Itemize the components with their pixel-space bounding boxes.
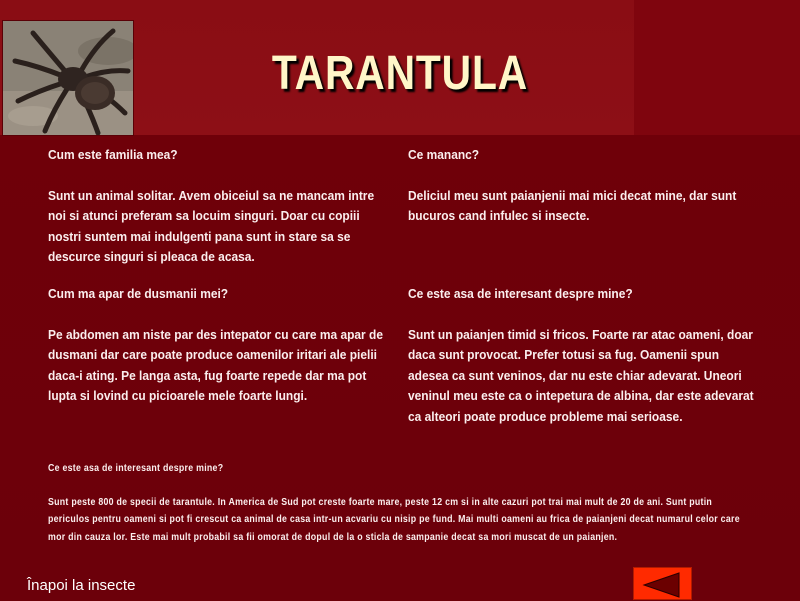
section-question: Ce mananc? [408, 147, 480, 162]
section-answer: Deliciul meu sunt paianjenii mai mici decat mine, dar sunt bucuros cand infulec si insecte. [408, 187, 737, 223]
section-defense [48, 284, 388, 407]
section-answer: Sunt un paianjen timid si fricos. Foarte rar atac oameni, doar daca sunt provocat. Prefer totusi sa fug. Oamenii spun adesea ca sunt veninos, dar nu este chiar adevarat. Uneori veninul meu este ca o intepetura de albina, dar este adevarat ca alteori poate produce probleme mai serioase. [408, 326, 754, 424]
section-interesting [408, 284, 758, 427]
section-answer: Pe abdomen am niste par des intepator cu care ma apar de dusmani dar care poate produce oamenilor iritari ale pielii daca-i ating. Pe langa asta, fug foarte repede dar ma pot lupta si lovind cu picioarele mele foarte lungi. [48, 326, 384, 403]
back-to-insects-link[interactable]: Înapoi la insecte [27, 577, 136, 594]
section-question: Cum este familia mea? [48, 147, 178, 162]
section-question: Cum ma apar de dusmanii mei? [48, 286, 229, 301]
section-question: Ce este asa de interesant despre mine? [408, 286, 633, 301]
back-button[interactable] [633, 567, 692, 600]
section-question: Ce este asa de interesant despre mine? [48, 463, 224, 474]
section-extra [48, 460, 743, 546]
section-family [48, 145, 388, 268]
left-arrow-icon [634, 568, 693, 601]
section-food [408, 145, 758, 227]
section-answer: Sunt peste 800 de specii de tarantule. In America de Sud pot creste foarte mare, peste 12 cm si in alte cazuri pot trai mai mult de 20 de ani. Sunt putin periculos pentru oameni si pot fi crescut ca animal de casa intr-un acvariu cu nisip pe fund. Mai multi oameni au frica de paianjeni decat numarul celor care mor din cauza lor. Este mai mult probabil sa fii omorat de dopul de la o sticla de sampanie decat sa mori muscat de un paianjen. [48, 496, 740, 543]
page-title: TARANTULA [271, 47, 529, 100]
section-answer: Sunt un animal solitar. Avem obiceiul sa ne mancam intre noi si atunci preferam sa locuim singuri. Doar cu copiii nostri suntem mai indulgenti pana sunt in stare sa se descurce singuri si pleaca de acasa. [48, 187, 375, 264]
